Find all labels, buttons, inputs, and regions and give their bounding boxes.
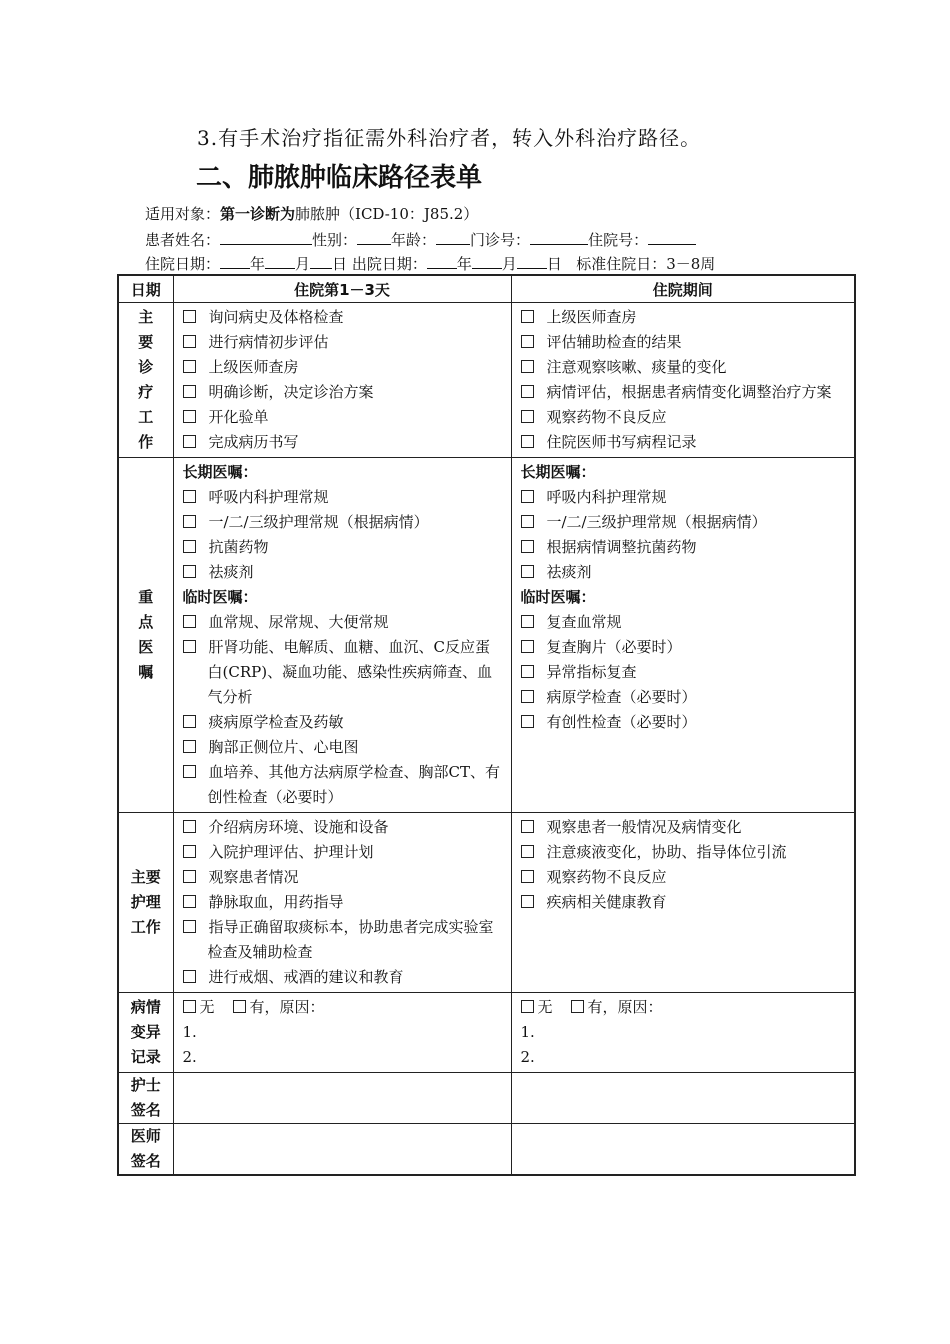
discharge-year-blank[interactable] <box>427 254 457 269</box>
variation-item-2[interactable]: 2. <box>520 1048 535 1066</box>
checklist-item <box>183 635 505 710</box>
header-during-stay: 住院期间 <box>511 275 855 303</box>
checkbox[interactable] <box>521 715 534 728</box>
variation-item-1[interactable]: 1. <box>182 1023 197 1041</box>
checkbox[interactable] <box>183 765 196 778</box>
checkbox[interactable] <box>521 410 534 423</box>
nurse-sign-during-stay[interactable] <box>511 1073 855 1124</box>
day1-3-cell <box>173 458 511 813</box>
checklist-item <box>183 915 505 965</box>
discharge-month-unit: 月 <box>501 255 517 273</box>
checklist-item-label: 异常指标复查 <box>546 663 637 681</box>
checkbox[interactable] <box>521 385 534 398</box>
checklist-item <box>521 660 849 685</box>
checklist-item <box>183 890 505 915</box>
checklist-item-label: 入院护理评估、护理计划 <box>208 843 374 861</box>
checkbox[interactable] <box>521 640 534 653</box>
checkbox[interactable] <box>521 310 534 323</box>
category-label: 工作 <box>130 918 161 936</box>
form-title: 二、肺脓肿临床路径表单 <box>196 163 483 193</box>
admit-year-unit: 年 <box>250 255 266 273</box>
row-variation-record <box>118 993 855 1073</box>
discharge-month-blank[interactable] <box>472 254 502 269</box>
applicable-label: 适用对象： <box>145 205 221 223</box>
category-label: 变异 <box>130 1023 161 1041</box>
checklist-item-label: 上级医师查房 <box>546 308 637 326</box>
checkbox[interactable] <box>183 565 196 578</box>
category-label: 护士 <box>130 1076 161 1094</box>
inpatient-blank[interactable] <box>648 230 696 245</box>
header-day1-3: 住院第1－3天 <box>173 275 511 303</box>
checklist-item <box>183 560 505 585</box>
checkbox-has[interactable] <box>571 1000 584 1013</box>
checklist-item-label: 指导正确留取痰标本，协助患者完成实验室检查及辅助检查 <box>207 918 494 961</box>
checkbox[interactable] <box>183 515 196 528</box>
outpatient-blank[interactable] <box>530 230 588 245</box>
checklist-item <box>183 815 505 840</box>
category-cell <box>118 458 173 813</box>
applicable-text: 肺脓肿（ICD-10：J85.2） <box>295 205 479 223</box>
patient-info-line <box>145 229 696 250</box>
checkbox[interactable] <box>183 640 196 653</box>
checklist-item-label: 抗菌药物 <box>208 538 269 556</box>
checkbox[interactable] <box>521 335 534 348</box>
checklist-item <box>183 535 505 560</box>
checklist-item <box>521 535 849 560</box>
category-label: 疗 <box>138 383 154 401</box>
age-label: 年龄： <box>391 231 437 249</box>
admit-label: 住院日期： <box>145 255 221 273</box>
checklist-item <box>521 610 849 635</box>
checklist-item <box>183 865 505 890</box>
admit-day-unit: 日 <box>332 255 348 273</box>
category-label: 诊 <box>138 358 154 376</box>
checklist-item <box>521 890 849 915</box>
checkbox[interactable] <box>521 490 534 503</box>
checklist-item <box>521 485 849 510</box>
checkbox[interactable] <box>183 870 196 883</box>
nurse-sign-day1-3[interactable] <box>173 1073 511 1124</box>
checklist-item <box>521 510 849 535</box>
checklist-item-label: 痰病原学检查及药敏 <box>208 713 344 731</box>
checkbox[interactable] <box>521 435 534 448</box>
checklist-item-label: 血常规、尿常规、大便常规 <box>208 613 389 631</box>
header-date: 日期 <box>118 275 173 303</box>
discharge-day-unit: 日 <box>546 255 562 273</box>
during-stay-cell <box>511 458 855 813</box>
checklist-item <box>521 305 849 330</box>
row-doctor-signature <box>118 1124 855 1176</box>
checkbox[interactable] <box>183 385 196 398</box>
checkbox[interactable] <box>521 690 534 703</box>
row-nursing-work <box>118 813 855 993</box>
checkbox[interactable] <box>183 920 196 933</box>
clinical-pathway-table <box>117 274 856 1176</box>
standard-stay: 标准住院日：3－8周 <box>576 255 716 273</box>
category-label: 医师 <box>130 1127 161 1145</box>
category-label: 签名 <box>130 1152 161 1170</box>
checkbox[interactable] <box>183 820 196 833</box>
checkbox-none[interactable] <box>521 1000 534 1013</box>
checklist-item-label: 明确诊断，决定诊治方案 <box>208 383 374 401</box>
date-info-line <box>145 253 715 274</box>
category-label: 重 <box>138 588 154 606</box>
option-none-label: 无 <box>537 998 553 1016</box>
checklist-item-label: 肝肾功能、电解质、血糖、血沉、C反应蛋白(CRP)、凝血功能、感染性疾病筛查、血气分析 <box>207 638 493 706</box>
checklist-item-label: 评估辅助检查的结果 <box>546 333 682 351</box>
discharge-day-blank[interactable] <box>517 254 547 269</box>
checklist-item-label: 呼吸内科护理常规 <box>546 488 667 506</box>
doctor-sign-day1-3[interactable] <box>173 1124 511 1176</box>
order-subheading: 临时医嘱： <box>182 588 258 606</box>
row-key-orders <box>118 458 855 813</box>
admit-year-blank[interactable] <box>220 254 250 269</box>
checklist-item <box>183 405 505 430</box>
variation-item-2[interactable]: 2. <box>182 1048 197 1066</box>
category-cell <box>118 303 173 458</box>
checklist-item-label: 根据病情调整抗菌药物 <box>546 538 697 556</box>
checklist-item-label: 复查胸片（必要时） <box>546 638 682 656</box>
checklist-item-label: 疾病相关健康教育 <box>546 893 667 911</box>
checklist-item <box>183 610 505 635</box>
checklist-item-label: 完成病历书写 <box>208 433 299 451</box>
category-label: 主 <box>138 308 154 326</box>
checklist-item-label: 病情评估，根据患者病情变化调整治疗方案 <box>546 383 832 401</box>
category-label: 工 <box>138 408 154 426</box>
checkbox[interactable] <box>183 490 196 503</box>
checkbox[interactable] <box>183 310 196 323</box>
checkbox[interactable] <box>521 665 534 678</box>
admit-month-blank[interactable] <box>265 254 295 269</box>
day1-3-cell <box>173 813 511 993</box>
age-blank[interactable] <box>436 230 470 245</box>
checklist-item-label: 观察患者一般情况及病情变化 <box>546 818 742 836</box>
checklist-item <box>183 355 505 380</box>
checklist-item <box>521 685 849 710</box>
discharge-year-unit: 年 <box>456 255 472 273</box>
checklist-item-label: 观察药物不良反应 <box>546 868 667 886</box>
category-label: 主要 <box>130 868 161 886</box>
checklist-item <box>521 330 849 355</box>
inpatient-label: 住院号： <box>588 231 649 249</box>
table-header-row <box>118 275 855 303</box>
checklist-item <box>183 710 505 735</box>
checklist-item <box>521 355 849 380</box>
checklist-item <box>521 865 849 890</box>
option-none-label: 无 <box>199 998 215 1016</box>
category-label: 作 <box>138 433 154 451</box>
section-item-3: 3.有手术治疗指征需外科治疗者，转入外科治疗路径。 <box>197 126 702 150</box>
checklist-item-label: 一/二/三级护理常规（根据病情） <box>546 513 767 531</box>
checklist-item <box>183 305 505 330</box>
checklist-item-label: 有创性检查（必要时） <box>546 713 697 731</box>
checkbox[interactable] <box>183 845 196 858</box>
variation-cell-day1-3 <box>173 993 511 1073</box>
discharge-label: 出院日期： <box>351 255 427 273</box>
name-label: 患者姓名： <box>145 231 221 249</box>
checklist-item-label: 询问病史及体格检查 <box>208 308 344 326</box>
checklist-item <box>183 840 505 865</box>
checklist-item <box>183 330 505 355</box>
checkbox[interactable] <box>183 540 196 553</box>
checklist-item <box>521 380 849 405</box>
checklist-item <box>521 815 849 840</box>
checkbox[interactable] <box>521 515 534 528</box>
checklist-item <box>183 510 505 535</box>
variation-options <box>183 995 505 1020</box>
checklist-item <box>183 760 505 810</box>
category-cell <box>118 993 173 1073</box>
checkbox[interactable] <box>183 435 196 448</box>
checkbox[interactable] <box>183 335 196 348</box>
order-subheading: 长期医嘱： <box>182 463 258 481</box>
checklist-item-label: 注意观察咳嗽、痰量的变化 <box>546 358 727 376</box>
during-stay-cell <box>511 303 855 458</box>
category-label: 嘱 <box>138 663 154 681</box>
checklist-item <box>183 735 505 760</box>
category-label: 签名 <box>130 1101 161 1119</box>
checkbox[interactable] <box>183 360 196 373</box>
variation-item-1[interactable]: 1. <box>520 1023 535 1041</box>
checklist-item-label: 复查血常规 <box>546 613 622 631</box>
category-label: 医 <box>138 638 154 656</box>
checkbox[interactable] <box>183 740 196 753</box>
checkbox[interactable] <box>183 715 196 728</box>
checklist-item <box>521 840 849 865</box>
checklist-item-label: 胸部正侧位片、心电图 <box>208 738 359 756</box>
checklist-item-label: 进行病情初步评估 <box>208 333 329 351</box>
applicable-bold: 第一诊断为 <box>220 205 296 223</box>
checklist-item-label: 观察患者情况 <box>208 868 299 886</box>
checklist-item-label: 上级医师查房 <box>208 358 299 376</box>
checklist-item <box>521 430 849 455</box>
row-main-diagnosis <box>118 303 855 458</box>
order-subheading: 长期医嘱： <box>520 463 596 481</box>
checklist-item <box>521 635 849 660</box>
checkbox[interactable] <box>521 360 534 373</box>
admit-day-blank[interactable] <box>310 254 332 269</box>
checkbox[interactable] <box>521 870 534 883</box>
category-label: 点 <box>138 613 154 631</box>
category-label: 要 <box>138 333 154 351</box>
checklist-item-label: 观察药物不良反应 <box>546 408 667 426</box>
during-stay-cell <box>511 813 855 993</box>
gender-blank[interactable] <box>357 230 391 245</box>
checklist-item-label: 病原学检查（必要时） <box>546 688 697 706</box>
row-nurse-signature <box>118 1073 855 1124</box>
category-label: 病情 <box>130 998 161 1016</box>
category-label: 记录 <box>130 1048 161 1066</box>
checkbox[interactable] <box>183 410 196 423</box>
doctor-sign-during-stay[interactable] <box>511 1124 855 1176</box>
checklist-item <box>183 485 505 510</box>
checkbox[interactable] <box>521 540 534 553</box>
variation-cell-during-stay <box>511 993 855 1073</box>
checklist-item-label: 静脉取血，用药指导 <box>208 893 344 911</box>
variation-options <box>521 995 849 1020</box>
checkbox[interactable] <box>521 565 534 578</box>
checklist-item-label: 一/二/三级护理常规（根据病情） <box>208 513 429 531</box>
checkbox[interactable] <box>183 970 196 983</box>
category-cell <box>118 1124 173 1176</box>
checklist-item <box>183 380 505 405</box>
checkbox[interactable] <box>521 615 534 628</box>
checklist-item-label: 介绍病房环境、设施和设备 <box>208 818 389 836</box>
order-subheading: 临时医嘱： <box>520 588 596 606</box>
checklist-item <box>521 710 849 735</box>
checklist-item <box>183 965 505 990</box>
checklist-item-label: 祛痰剂 <box>546 563 592 581</box>
option-has-label: 有，原因： <box>587 998 663 1016</box>
gender-label: 性别： <box>312 231 358 249</box>
checkbox[interactable] <box>521 845 534 858</box>
checklist-item-label: 血培养、其他方法病原学检查、胸部CT、有创性检查（必要时） <box>207 763 500 806</box>
option-has-label: 有，原因： <box>249 998 325 1016</box>
name-blank[interactable] <box>220 230 312 245</box>
checklist-item <box>183 430 505 455</box>
checkbox-none[interactable] <box>183 1000 196 1013</box>
checkbox[interactable] <box>521 820 534 833</box>
checklist-item-label: 呼吸内科护理常规 <box>208 488 329 506</box>
checklist-item-label: 祛痰剂 <box>208 563 254 581</box>
checklist-item-label: 注意痰液变化，协助、指导体位引流 <box>546 843 787 861</box>
checkbox[interactable] <box>183 615 196 628</box>
checklist-item <box>521 560 849 585</box>
outpatient-label: 门诊号： <box>470 231 531 249</box>
checkbox[interactable] <box>183 895 196 908</box>
day1-3-cell <box>173 303 511 458</box>
category-cell <box>118 813 173 993</box>
checkbox[interactable] <box>521 895 534 908</box>
applicable-line <box>145 203 478 224</box>
category-label: 护理 <box>130 893 161 911</box>
checklist-item <box>521 405 849 430</box>
checklist-item-label: 住院医师书写病程记录 <box>546 433 697 451</box>
checkbox-has[interactable] <box>233 1000 246 1013</box>
category-cell <box>118 1073 173 1124</box>
admit-month-unit: 月 <box>295 255 311 273</box>
checklist-item-label: 进行戒烟、戒酒的建议和教育 <box>208 968 404 986</box>
checklist-item-label: 开化验单 <box>208 408 269 426</box>
